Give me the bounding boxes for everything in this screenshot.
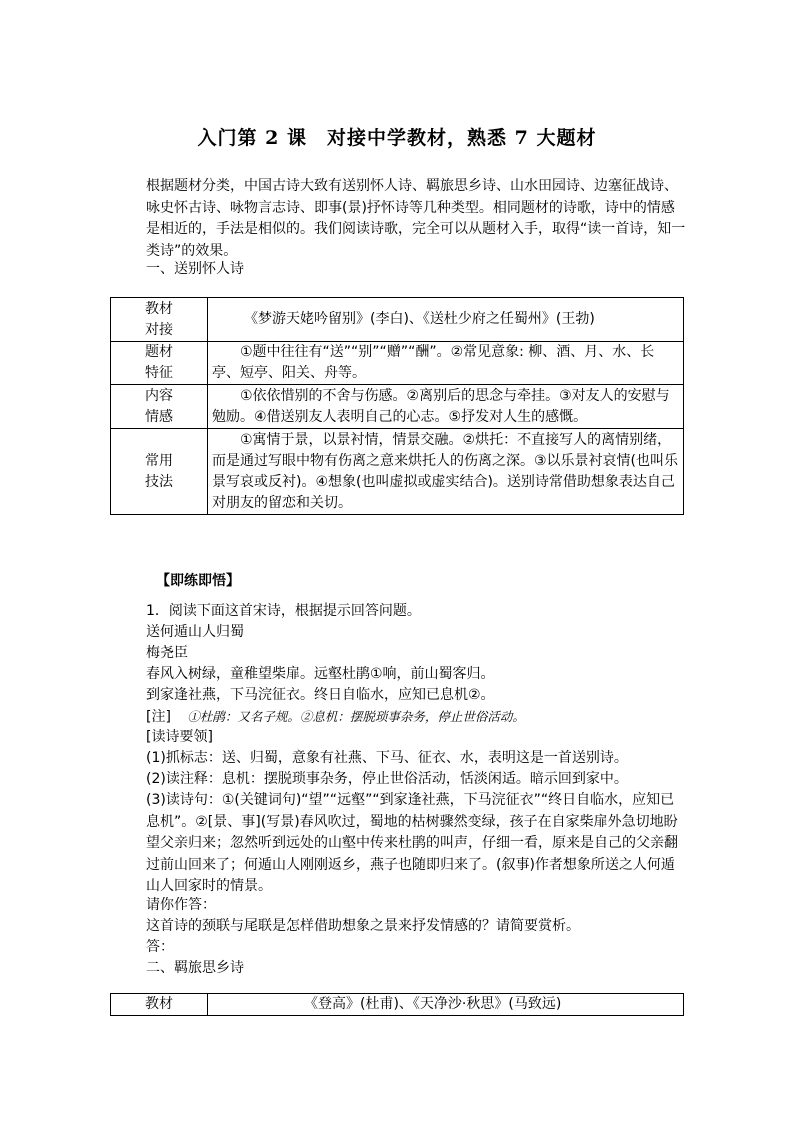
row-header-line2: 对接 bbox=[145, 321, 173, 338]
intro-paragraph bbox=[146, 176, 686, 262]
guide-item-2: (2)读注释：息机：摆脱琐事杂务，停止世俗活动，恬淡闲适。暗示回到家中。 bbox=[146, 771, 628, 787]
note-text: ①杜鹃：又名子规。②息机：摆脱琐事杂务，停止世俗活动。 bbox=[187, 709, 525, 724]
poem-title: 送何遁山人归蜀 bbox=[146, 624, 244, 640]
poem-line-2: 到家逢社燕，下马浣征衣。终日自临水，应知已息机②。 bbox=[146, 687, 495, 703]
practice-heading: 【即练即悟】 bbox=[156, 573, 240, 589]
table-row bbox=[111, 342, 684, 385]
row-header-line1: 题材 bbox=[145, 344, 173, 360]
table-row bbox=[111, 429, 684, 515]
poem-line-1: 春风入树绿，童稚望柴扉。远壑杜鹃①响，前山蜀客归。 bbox=[146, 666, 495, 682]
section-heading-1: 一、送别怀人诗 bbox=[146, 261, 244, 277]
row-content: ①依依惜别的不舍与伤感。②离别后的思念与牵挂。③对友人的安慰与勉励。④借送别友人表明自己的心志。⑤抒发对人生的感慨。 bbox=[208, 385, 684, 429]
row-header-line1: 常用 bbox=[145, 452, 173, 469]
table-farewell bbox=[110, 297, 684, 515]
row-header-line1: 内容 bbox=[145, 387, 173, 404]
question-1: 1．阅读下面这首宋诗，根据提示回答问题。 bbox=[146, 603, 421, 619]
row-content: 《梦游天姥吟留别》(李白)、《送杜少府之任蜀州》(王勃) bbox=[208, 298, 684, 342]
row-header-line2: 技法 bbox=[145, 473, 173, 490]
row-header bbox=[111, 385, 208, 429]
row-header-line2: 情感 bbox=[145, 408, 173, 425]
task-label: 请你作答： bbox=[146, 897, 216, 913]
table-row bbox=[111, 385, 684, 429]
table-row bbox=[111, 298, 684, 342]
row-content: ①寓情于景，以景衬情，情景交融。②烘托：不直接写人的离情别绪，而是通过写眼中物有伤离之意来烘托人的伤离之深。③以乐景衬哀情(也叫乐景写哀或反衬)。④想象(也叫虚拟或虚实结合)。送别诗常借助想象表达自己对朋友的留恋和关切。 bbox=[208, 429, 684, 515]
row-header bbox=[111, 342, 208, 385]
section-heading-2: 二、羁旅思乡诗 bbox=[146, 960, 244, 976]
table-row bbox=[111, 994, 684, 1016]
reading-guide-label: [读诗要领] bbox=[146, 729, 213, 745]
row-content: 《登高》(杜甫)、《天净沙·秋思》(马致远) bbox=[208, 994, 684, 1016]
guide-item-1: (1)抓标志：送、归蜀，意象有社燕、下马、征衣、水，表明这是一首送别诗。 bbox=[146, 750, 628, 766]
table-homesick bbox=[110, 993, 684, 1016]
row-header bbox=[111, 429, 208, 515]
row-header: 教材 bbox=[111, 994, 208, 1016]
poem-note bbox=[146, 706, 525, 728]
row-content: ①题中往往有“送”“别”“赠”“酬”。②常见意象: 柳、酒、月、水、长亭、短亭、阳关、舟等。 bbox=[208, 342, 684, 385]
answer-label: 答： bbox=[146, 939, 174, 955]
task-question: 这首诗的颈联与尾联是怎样借助想象之景来抒发情感的？请简要赏析。 bbox=[146, 918, 580, 934]
row-header-line2: 特征 bbox=[145, 365, 173, 381]
note-label: [注] bbox=[146, 709, 171, 725]
guide-item-3: (3)读诗句：①(关键词句)“望”“远壑”“到家逢社燕，下马浣征衣”“终日自临水，应知已息机”。②[景、事](写景)春风吹过，蜀地的枯树骤然变绿，孩子在自家柴扉外急切地盼望父亲归来；忽然听到远处的山壑中传来杜鹃的叫声，仔细一看，原来是自己的父亲翻过前山回来了；何遁山人刚刚返乡，燕子也随即归来了。(叙事)作者想象所送之人何遁山人回家时的情景。 bbox=[146, 792, 678, 894]
page-title: 入门第 2 课 对接中学教材，熟悉 7 大题材 bbox=[197, 127, 597, 149]
intro-text: 根据题材分类，中国古诗大致有送别怀人诗、羁旅思乡诗、山水田园诗、边塞征战诗、咏史怀古诗、咏物言志诗、即事(景)抒怀诗等几种类型。相同题材的诗歌，诗中的情感是相近的，手法是相似的。我们阅读诗歌，完全可以从题材入手，取得“读一首诗，知一类诗”的效果。 bbox=[146, 178, 686, 259]
row-header-line1: 教材 bbox=[145, 300, 173, 317]
row-header bbox=[111, 298, 208, 342]
poem-author: 梅尧臣 bbox=[146, 645, 188, 661]
